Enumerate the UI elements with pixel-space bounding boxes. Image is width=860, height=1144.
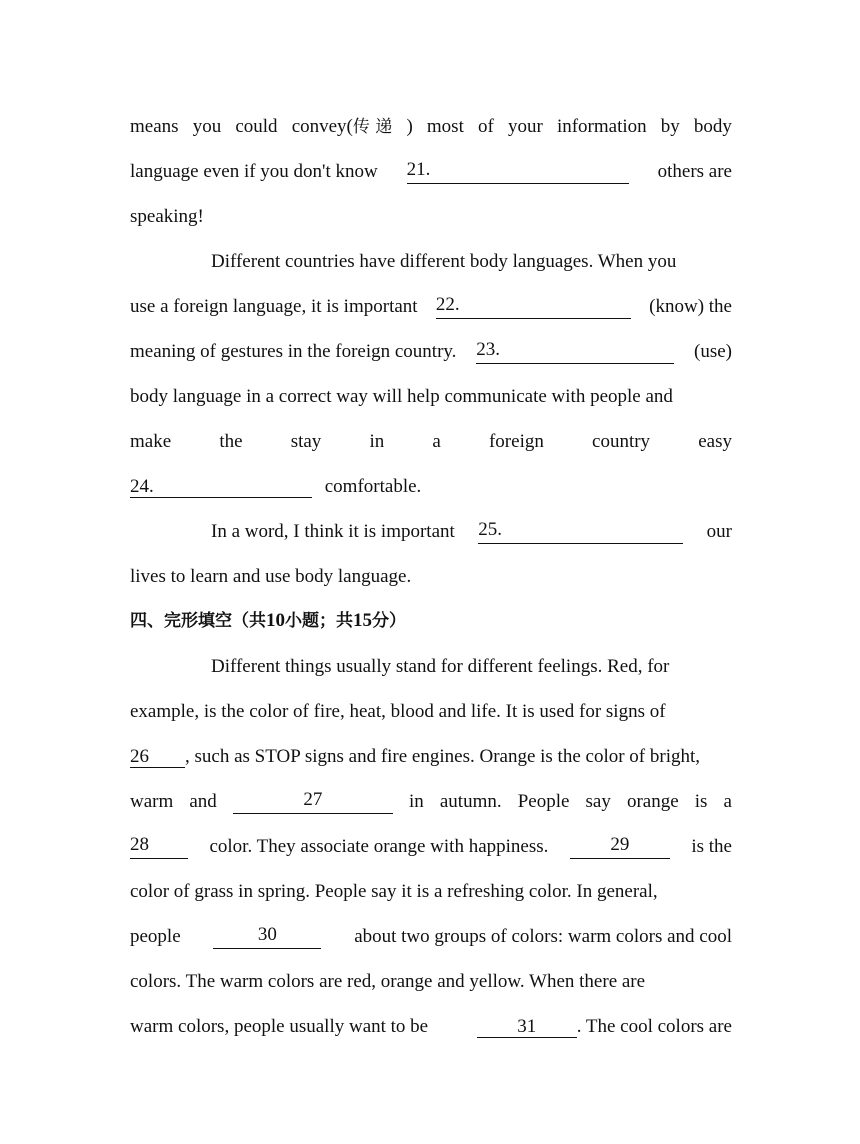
text: people	[130, 926, 181, 947]
chinese-gloss: 传 递	[352, 117, 393, 137]
text-line	[130, 430, 732, 454]
word: means	[130, 116, 179, 137]
blank-21[interactable]: 21.	[407, 160, 629, 184]
word: in	[408, 791, 424, 812]
text-line	[130, 115, 732, 139]
word: most	[426, 116, 464, 137]
text: , such as STOP signs and fire engines. Orange is the color of bright,	[185, 746, 701, 767]
word: say	[585, 791, 611, 812]
text-line	[130, 1015, 732, 1039]
text: comfortable.	[324, 476, 422, 497]
text: about two groups of colors: warm colors and cool	[354, 926, 732, 947]
word	[292, 115, 393, 139]
text: our	[706, 521, 732, 542]
text: (use)	[694, 341, 732, 362]
word: autumn.	[439, 791, 502, 812]
blank-26[interactable]: 26	[130, 747, 185, 768]
word: People	[517, 791, 570, 812]
text-line	[130, 745, 732, 769]
total-score: 15	[353, 610, 372, 631]
text: In a word, I think it is important	[211, 521, 455, 542]
question-count: 10	[266, 610, 285, 631]
word: could	[235, 116, 278, 137]
text: . The cool colors are	[576, 1016, 732, 1037]
blank-27[interactable]: 27	[233, 790, 393, 814]
heading-text: 四、完形填空（共	[130, 611, 266, 631]
blank-group	[477, 1015, 732, 1039]
text: warm colors, people usually want to be	[130, 1016, 429, 1037]
word: you	[192, 116, 222, 137]
blank-31[interactable]: 31	[477, 1017, 577, 1038]
text-line: example, is the color of fire, heat, blood and life. It is used for signs of	[130, 701, 666, 722]
text: language even if you don't know	[130, 161, 378, 182]
text: use a foreign language, it is important	[130, 296, 418, 317]
text-line	[130, 835, 732, 859]
text: color. They associate orange with happiness.	[209, 836, 549, 857]
blank-22[interactable]: 22.	[436, 295, 631, 319]
word: a	[723, 791, 732, 812]
text-line: lives to learn and use body language.	[130, 566, 412, 587]
word: easy	[698, 431, 732, 452]
text-line: body language in a correct way will help communicate with people and	[130, 386, 673, 407]
word: a	[432, 431, 441, 452]
word: and	[189, 791, 217, 812]
paragraph-start: Different countries have different body languages. When you	[211, 251, 677, 272]
paragraph-start: Different things usually stand for different feelings. Red, for	[211, 656, 670, 677]
text-line: color of grass in spring. People say it is a refreshing color. In general,	[130, 881, 658, 902]
text: others are	[657, 161, 732, 182]
text-line: colors. The warm colors are red, orange and yellow. When there are	[130, 971, 646, 992]
text-line	[130, 340, 732, 364]
word: orange	[626, 791, 679, 812]
blank-28[interactable]: 28	[130, 835, 188, 859]
text: is the	[691, 836, 732, 857]
word: is	[694, 791, 708, 812]
heading-text: 小题；共	[285, 611, 353, 631]
word: body	[693, 116, 732, 137]
word: in	[369, 431, 385, 452]
blank-23[interactable]: 23.	[476, 340, 674, 364]
word: your	[507, 116, 543, 137]
blank-29[interactable]: 29	[570, 835, 670, 859]
paragraph-start	[211, 520, 732, 544]
word: warm	[130, 791, 174, 812]
heading-text: 分）	[372, 611, 406, 631]
text-line: speaking!	[130, 206, 204, 227]
word: )	[406, 116, 413, 137]
text-line	[130, 475, 732, 499]
word: information	[556, 116, 647, 137]
text: meaning of gestures in the foreign country.	[130, 341, 457, 362]
word: country	[592, 431, 651, 452]
text-line	[130, 925, 732, 949]
blank-30[interactable]: 30	[213, 925, 321, 949]
text: (know) the	[649, 296, 732, 317]
blank-25[interactable]: 25.	[478, 520, 683, 544]
word: make	[130, 431, 172, 452]
word: foreign	[488, 431, 544, 452]
blank-24[interactable]: 24.	[130, 477, 312, 498]
word: by	[660, 116, 680, 137]
word: the	[219, 431, 243, 452]
word: of	[478, 116, 494, 137]
text-line	[130, 160, 732, 184]
word: stay	[290, 431, 322, 452]
section-heading	[130, 609, 406, 633]
text-line	[130, 295, 732, 319]
word-part: convey(	[291, 116, 353, 137]
text-line	[130, 790, 732, 814]
